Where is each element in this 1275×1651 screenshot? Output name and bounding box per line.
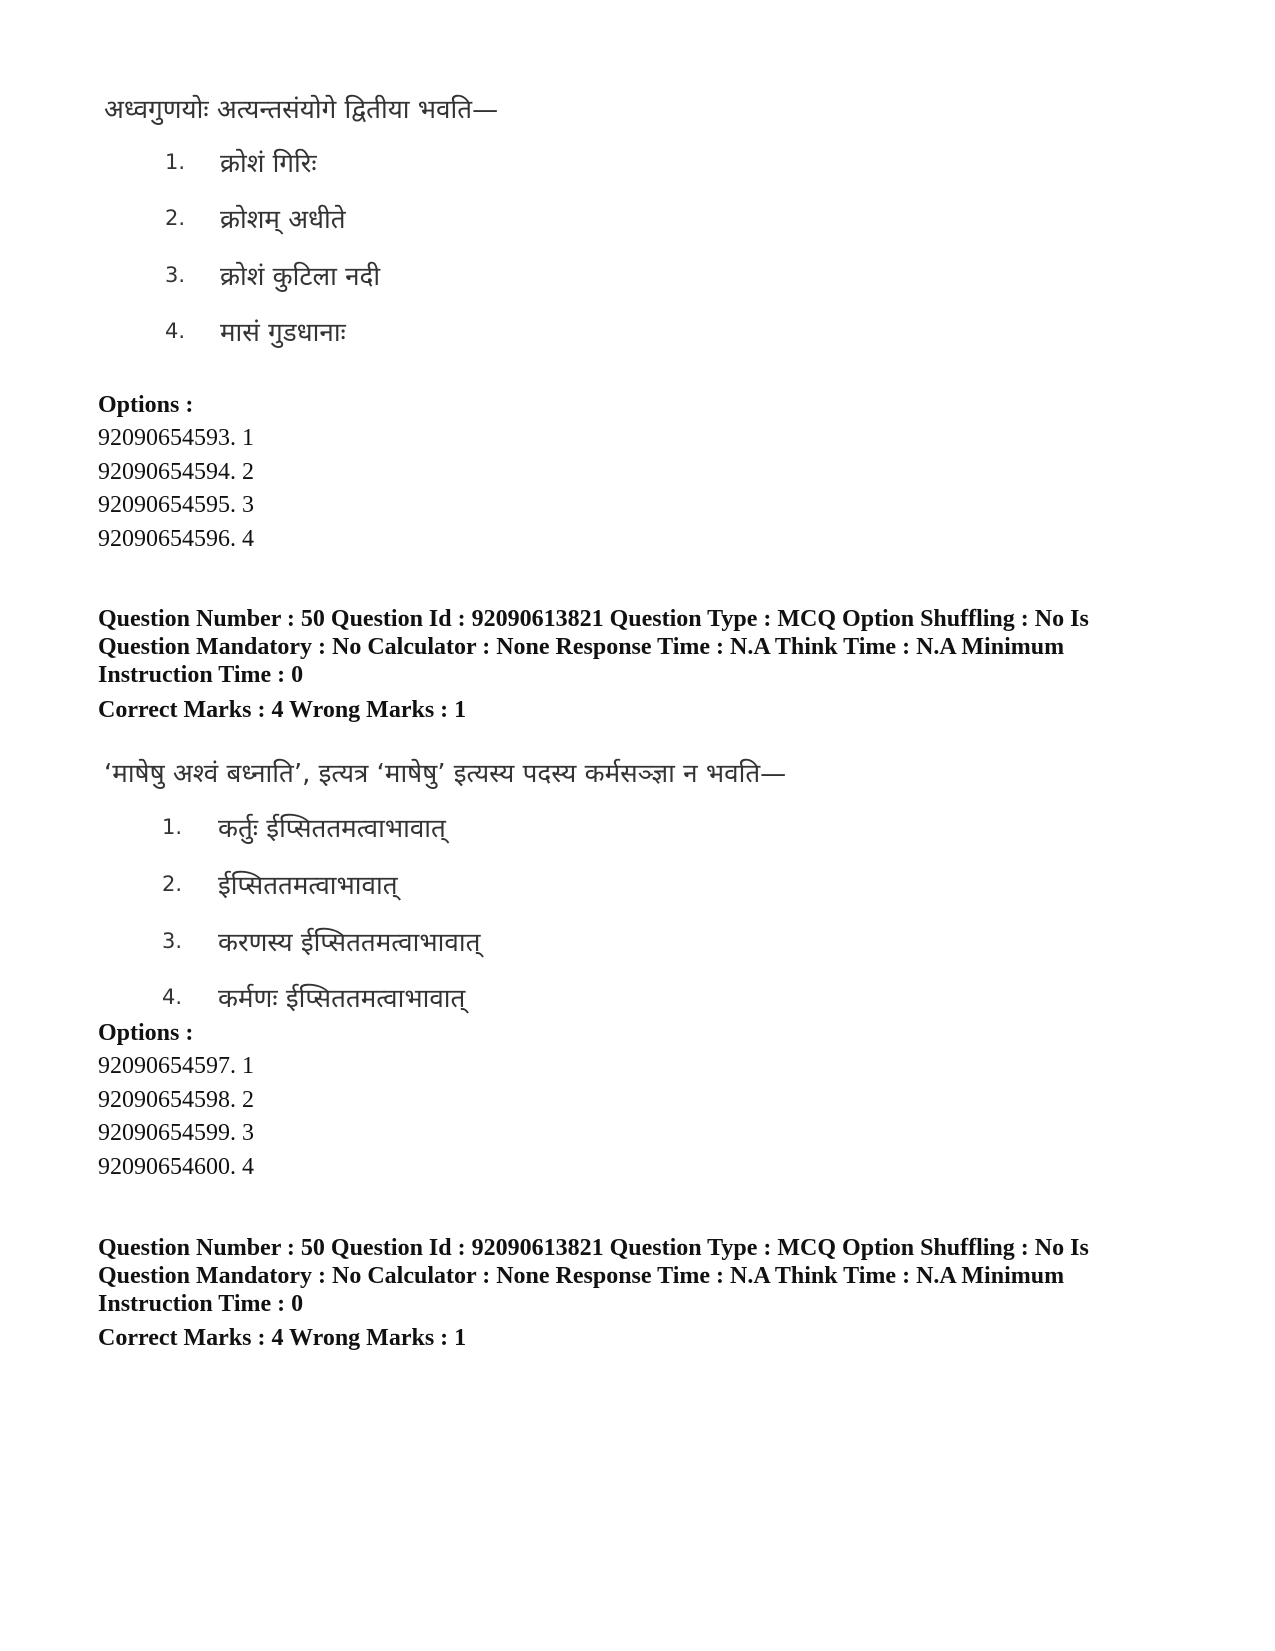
options-label: Options :: [98, 392, 194, 418]
choice-number: 1.: [162, 815, 183, 839]
choice-number: 2.: [165, 206, 186, 230]
option-item: 92090654593. 1: [98, 425, 254, 451]
question-meta: [98, 1234, 1188, 1318]
question-meta: [98, 605, 1188, 689]
option-item: 92090654596. 4: [98, 526, 254, 552]
choice-text: क्रोशम् अधीते: [220, 205, 346, 235]
choice-number: 4.: [165, 319, 186, 343]
option-item: 92090654600. 4: [98, 1154, 254, 1180]
meta-line: Instruction Time : 0: [98, 1291, 304, 1317]
options-label: Options :: [98, 1020, 194, 1046]
choice-text: क्रोशं गिरिः: [220, 149, 317, 179]
choice-text: कर्तुः ईप्सिततमत्वाभावात्: [218, 814, 446, 844]
choice-text: क्रोशं कुटिला नदी: [220, 262, 381, 292]
option-item: 92090654594. 2: [98, 459, 254, 485]
choice-text: करणस्य ईप्सिततमत्वाभावात्: [218, 928, 481, 958]
option-item: 92090654598. 2: [98, 1087, 254, 1113]
choice-text: मासं गुडधानाः: [220, 318, 346, 348]
option-item: 92090654597. 1: [98, 1053, 254, 1079]
meta-line: Question Mandatory : No Calculator : None Response Time : N.A Think Time : N.A Minimum: [98, 634, 1065, 660]
choice-number: 3.: [162, 929, 183, 953]
marks-line: Correct Marks : 4 Wrong Marks : 1: [98, 697, 467, 723]
option-item: 92090654595. 3: [98, 492, 254, 518]
choice-text: कर्मणः ईप्सिततमत्वाभावात्: [218, 984, 466, 1014]
choice-number: 3.: [165, 263, 186, 287]
meta-line: Question Number : 50 Question Id : 92090613821 Question Type : MCQ Option Shuffling : No Is: [98, 606, 1089, 632]
choice-number: 2.: [162, 872, 183, 896]
meta-line: Instruction Time : 0: [98, 662, 304, 688]
question-text: अध्वगुणयोः अत्यन्तसंयोगे द्वितीया भवति—: [104, 95, 499, 125]
choice-text: ईप्सिततमत्वाभावात्: [218, 871, 398, 901]
question-text: ‘माषेषु अश्वं बध्नाति’, इत्यत्र ‘माषेषु’ इत्यस्य पदस्य कर्मसञ्ज्ञा न भवति—: [104, 759, 787, 789]
option-item: 92090654599. 3: [98, 1120, 254, 1146]
choice-number: 1.: [165, 150, 186, 174]
meta-line: Question Number : 50 Question Id : 92090613821 Question Type : MCQ Option Shuffling : No Is: [98, 1235, 1089, 1261]
marks-line: Correct Marks : 4 Wrong Marks : 1: [98, 1325, 467, 1351]
choice-number: 4.: [162, 985, 183, 1009]
meta-line: Question Mandatory : No Calculator : None Response Time : N.A Think Time : N.A Minimum: [98, 1263, 1065, 1289]
